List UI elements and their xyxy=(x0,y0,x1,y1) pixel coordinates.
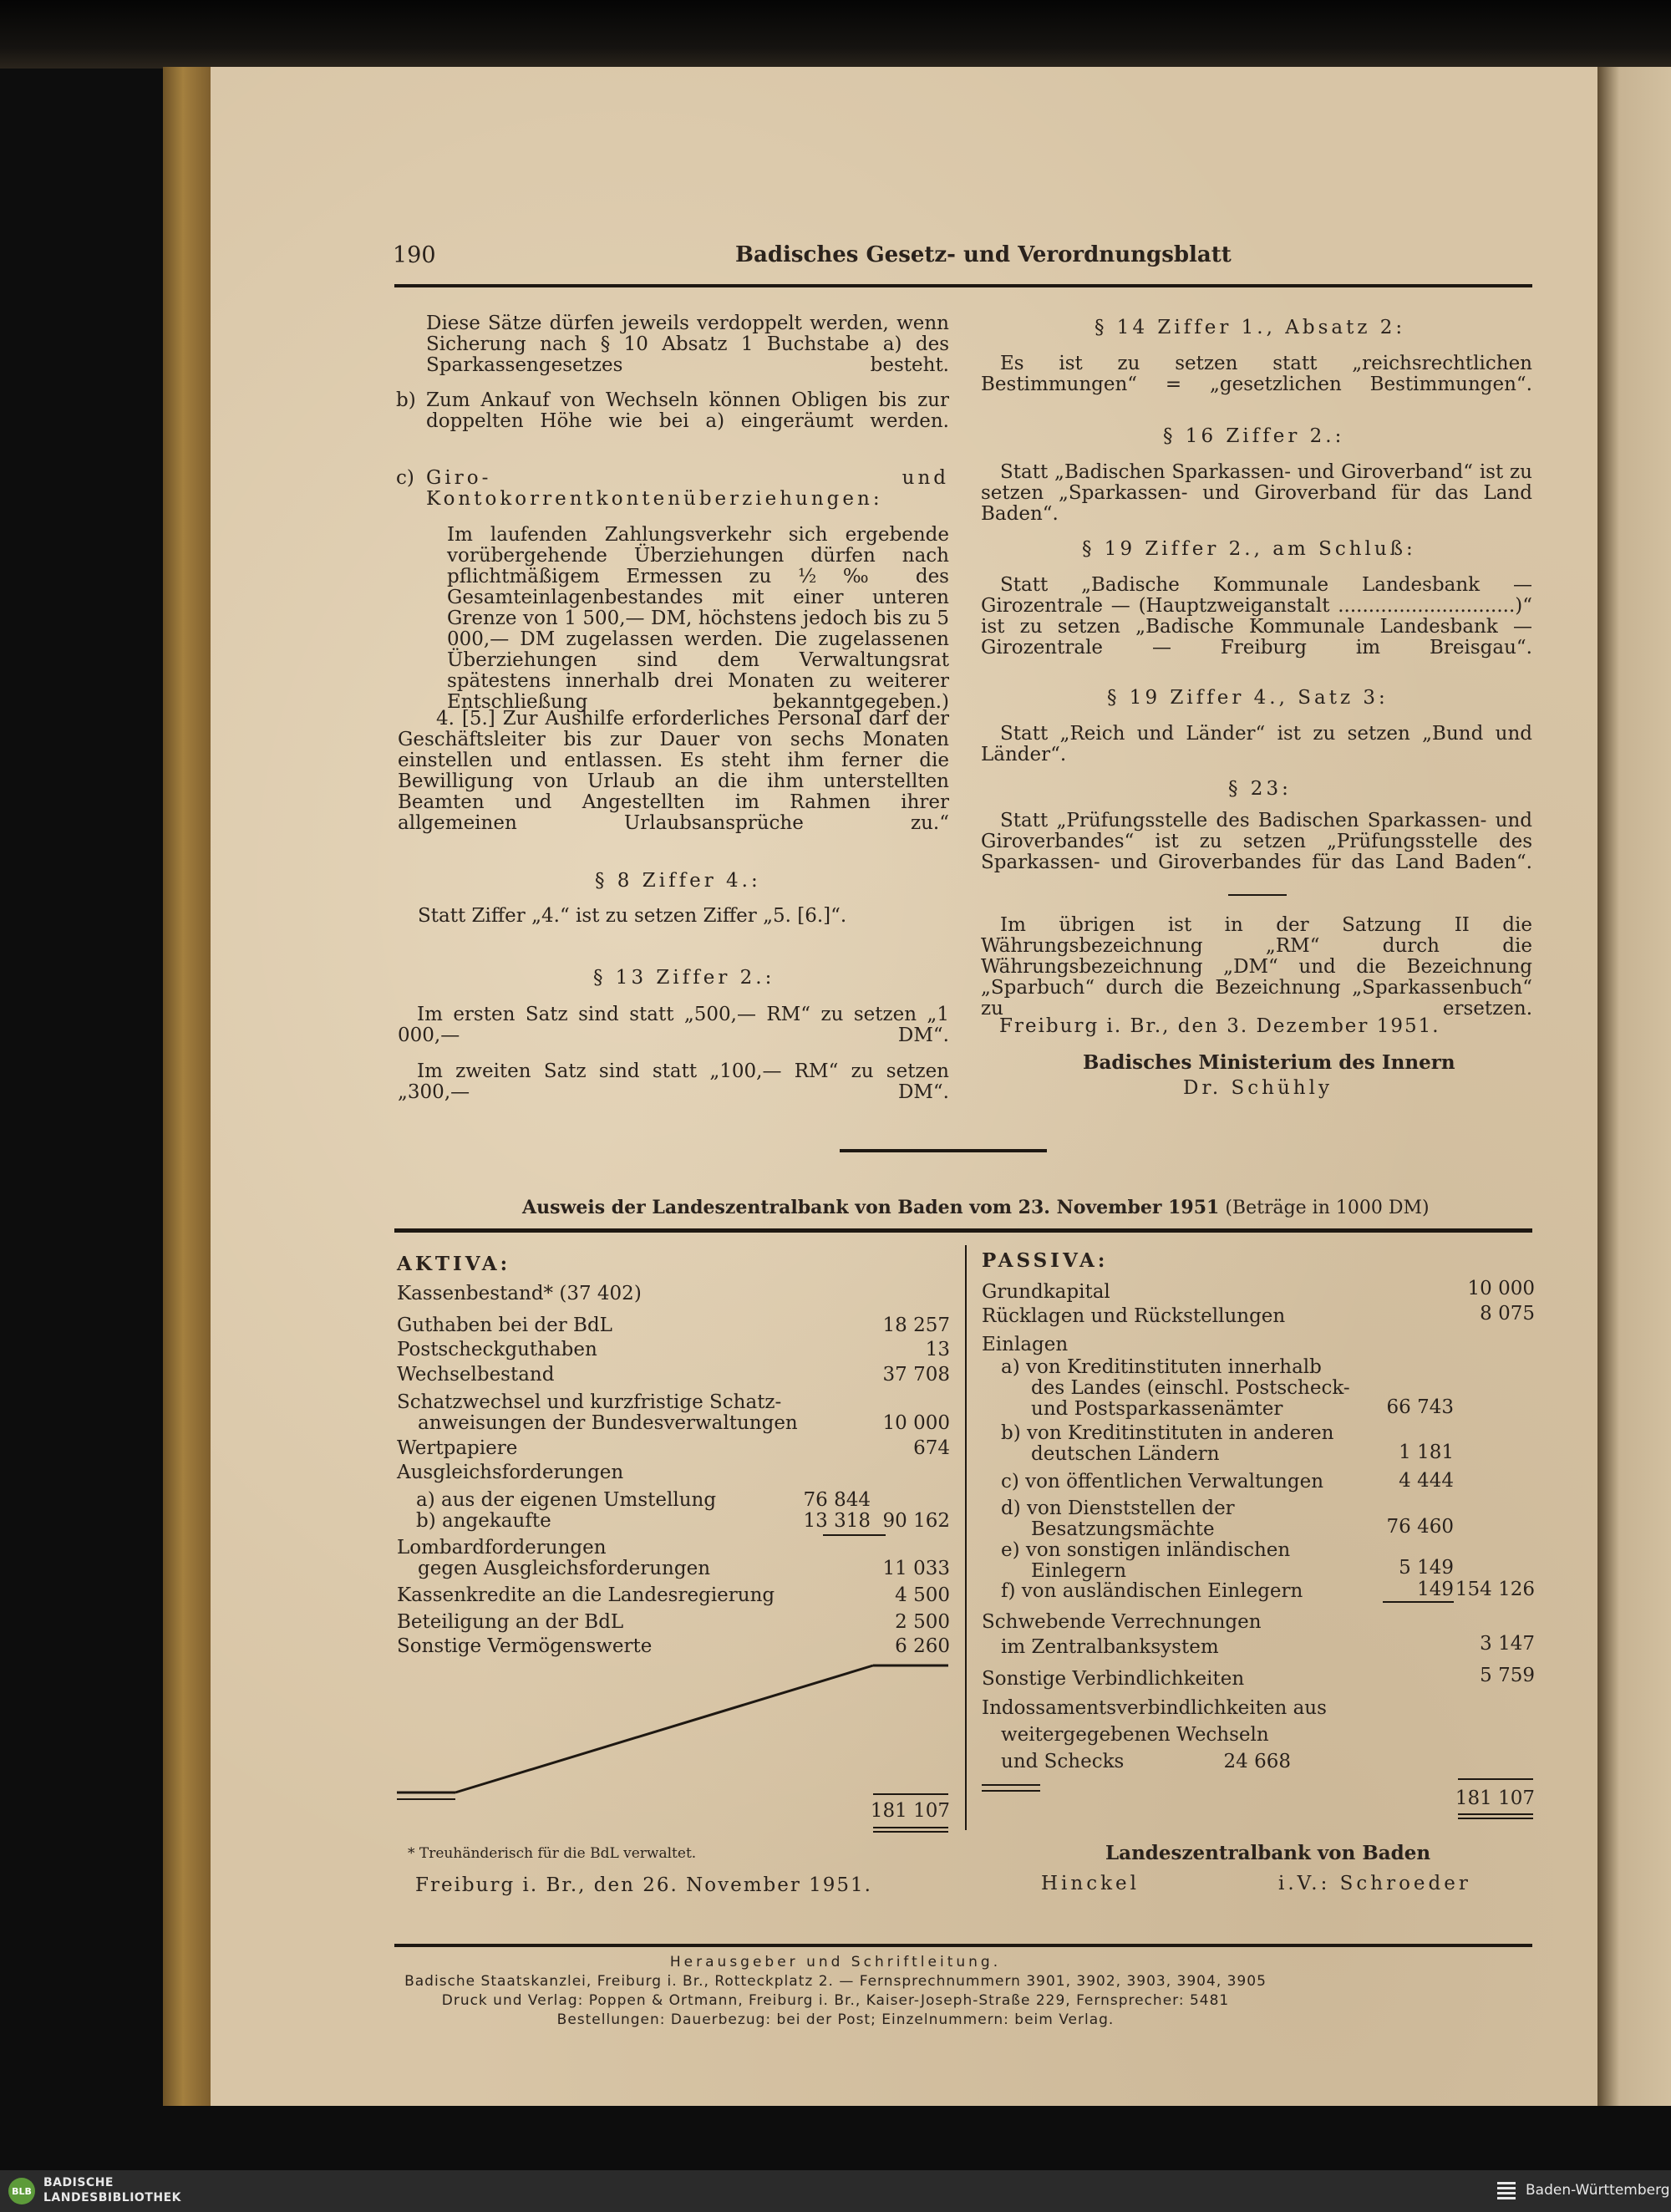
blb-name-line-1: BADISCHE xyxy=(43,2176,114,2189)
aktiva-kassenkredite-label: Kassenkredite an die Landesregierung xyxy=(397,1584,775,1606)
passiva-a-value: 66 743 xyxy=(1386,1396,1454,1418)
paragraph-s19b: Statt „Reich und Länder“ ist zu setzen „Bund und Länder“. xyxy=(981,723,1532,765)
paragraph-uebrigen: Im übrigen ist in der Satzung II die Währungsbezeichnung „RM“ durch die Währungsbezeichnung „DM“ und die Bezeichnung „Sparbuch“ durch die Bezeichnung „Sparkassenbuch“ zu ersetzen. xyxy=(981,914,1532,1020)
item-b-text: Zum Ankauf von Wechseln können Obligen bis zur doppelten Höhe wie bei a) eingeräumt werden. xyxy=(426,389,949,432)
ministry-signer: Dr. Schühly xyxy=(1183,1077,1333,1099)
header-rule xyxy=(394,284,1532,287)
ministry-name: Badisches Ministerium des Innern xyxy=(1083,1051,1455,1074)
aktiva-schatz-value: 10 000 xyxy=(882,1412,950,1434)
passiva-f-value: 149 xyxy=(1417,1579,1454,1600)
aktiva-wechsel-value: 37 708 xyxy=(882,1364,950,1386)
passiva-einlagen-total: 154 126 xyxy=(1455,1579,1535,1600)
aktiva-guthaben-value: 18 257 xyxy=(882,1314,950,1336)
item-b-label: b) xyxy=(396,389,416,411)
paragraph-s14: Es ist zu setzen statt „reichsrechtlichen Bestimmungen“ = „gesetzlichen Bestimmungen“. xyxy=(981,353,1532,395)
paragraph-s16: Statt „Badischen Sparkassen- und Giroverband“ ist zu setzen „Sparkassen- und Giroverband für das Land Baden“. xyxy=(981,461,1532,525)
aktiva-lombard-label-2: gegen Ausgleichsforderungen xyxy=(418,1558,711,1579)
passiva-total-rule-1 xyxy=(1458,1813,1533,1815)
aktiva-beteiligung-value: 2 500 xyxy=(895,1611,950,1633)
aktiva-ausgleich-total: 90 162 xyxy=(882,1510,950,1532)
aktiva-lombard-label-1: Lombardforderungen xyxy=(397,1537,607,1559)
imprint-line-1: Herausgeber und Schriftleitung. xyxy=(669,1954,1002,1970)
blb-library-name[interactable] xyxy=(43,2175,181,2205)
heading-s19b: § 19 Ziffer 4., Satz 3: xyxy=(1107,687,1389,709)
imprint-line-2: Badische Staatskanzlei, Freiburg i. Br., Rotteckplatz 2. — Fernsprechnummern 3901, 3902, 3903, 3904, 3905 xyxy=(404,1973,1267,1990)
item-c-heading: Giro- und Kontokorrentkontenüberziehungen: xyxy=(426,467,949,510)
passiva-indoss-label-3: und Schecks xyxy=(1001,1751,1125,1772)
passiva-b-value: 1 181 xyxy=(1399,1442,1454,1463)
section-separator xyxy=(840,1149,1047,1152)
passiva-e-label-1: e) von sonstigen inländischen xyxy=(1001,1539,1291,1561)
ausweis-title xyxy=(522,1197,1430,1218)
aktiva-ausgleich-a-value: 76 844 xyxy=(803,1489,871,1511)
aktiva-sonstige-label: Sonstige Vermögenswerte xyxy=(397,1635,653,1657)
bw-coat-of-arms-icon[interactable] xyxy=(1494,2179,1519,2204)
heading-s14: § 14 Ziffer 1., Absatz 2: xyxy=(1095,317,1406,338)
blb-name-line-2: LANDESBIBLIOTHEK xyxy=(43,2191,182,2204)
aktiva-ausgleich-b-label: b) angekaufte xyxy=(416,1510,551,1532)
next-page-edge xyxy=(1597,67,1671,2106)
aktiva-schatz-label-1: Schatzwechsel und kurzfristige Schatz- xyxy=(397,1391,782,1413)
passiva-a-label-2: des Landes (einschl. Postscheck- xyxy=(1031,1377,1350,1399)
passiva-sonstige-value: 5 759 xyxy=(1480,1665,1535,1686)
passiva-bottom-rule-left-1 xyxy=(982,1784,1040,1786)
passiva-indoss-label-1: Indossamentsverbindlichkeiten aus xyxy=(982,1697,1327,1719)
paragraph-s13b: Im zweiten Satz sind statt „100,— RM“ zu setzen „300,— DM“. xyxy=(398,1060,949,1103)
passiva-total: 181 107 xyxy=(1455,1787,1535,1809)
ausweis-top-rule xyxy=(394,1228,1532,1233)
paragraph-4: 4. [5.] Zur Aushilfe erforderliches Personal darf der Geschäftsleiter bis zur Dauer von sechs Monaten einstellen und entlassen. Es steht ihm ferner die Bewilligung von Urlaub an die ihm unterstellten Beamten und Angestellten im Rahmen ihrer allgemeinen Urlaubsansprüche zu.“ xyxy=(398,708,949,834)
item-c-text: Im laufenden Zahlungsverkehr sich ergebende vorübergehende Überziehungen dürfen nach pflichtmäßigem Ermessen zu ½ ‰ des Gesamteinlagenbestandes mit einer unteren Grenze von 1 500,— DM, höchstens jedoch bis zu 5 000,— DM zugelassen werden. Die zugelassenen Überziehungen sind dem Verwaltungsrat spätestens innerhalb drei Monaten zu weiterer Entschließung bekanntgegeben.) xyxy=(447,524,949,713)
ausweis-signer-2: i.V.: Schroeder xyxy=(1278,1873,1471,1894)
passiva-c-value: 4 444 xyxy=(1399,1470,1454,1492)
passiva-a-label-3: und Postsparkassenämter xyxy=(1031,1398,1283,1420)
passiva-sonstige-label: Sonstige Verbindlichkeiten xyxy=(982,1668,1245,1690)
passiva-heading: PASSIVA: xyxy=(982,1249,1109,1272)
aktiva-postscheck-label: Postscheckguthaben xyxy=(397,1339,597,1360)
aktiva-sonstige-value: 6 260 xyxy=(895,1635,950,1657)
ausweis-bank-name: Landeszentralbank von Baden xyxy=(1105,1842,1431,1864)
aktiva-beteiligung-label: Beteiligung an der BdL xyxy=(397,1611,624,1633)
aktiva-ausgleich-a-label: a) aus der eigenen Umstellung xyxy=(416,1489,717,1511)
aktiva-heading: AKTIVA: xyxy=(397,1253,511,1275)
aktiva-schatz-label-2: anweisungen der Bundesverwaltungen xyxy=(418,1412,798,1434)
aktiva-guthaben-label: Guthaben bei der BdL xyxy=(397,1314,612,1336)
section-divider xyxy=(1228,894,1287,896)
blb-logo-icon[interactable]: BLB xyxy=(8,2178,35,2204)
ausweis-title-main: Ausweis der Landeszentralbank von Baden vom 23. November 1951 xyxy=(522,1197,1220,1218)
paragraph-s19a: Statt „Badische Kommunale Landesbank — Girozentrale — (Hauptzweiganstalt .............................)“ ist zu setzen „Badische Kommunale Landesbank — Girozentrale — Freiburg im Breisgau“. xyxy=(981,574,1532,659)
ausweis-column-divider xyxy=(965,1245,967,1830)
ausweis-signer-1: Hinckel xyxy=(1041,1873,1140,1894)
decree-date: Freiburg i. Br., den 3. Dezember 1951. xyxy=(999,1015,1440,1037)
passiva-d-label-2: Besatzungsmächte xyxy=(1031,1518,1215,1540)
paragraph-s13a: Im ersten Satz sind statt „500,— RM“ zu setzen „1 000,— DM“. xyxy=(398,1004,949,1046)
heading-s16: § 16 Ziffer 2.: xyxy=(1163,425,1345,447)
imprint-line-4: Bestellungen: Dauerbezug: bei der Post; Einzelnummern: beim Verlag. xyxy=(556,2011,1115,2028)
passiva-indoss-value: 24 668 xyxy=(1223,1751,1291,1772)
aktiva-total: 181 107 xyxy=(870,1800,950,1822)
heading-s19a: § 19 Ziffer 2., am Schluß: xyxy=(1082,538,1416,560)
viewer-bottom-bar xyxy=(0,2170,1671,2212)
passiva-ruecklagen-value: 8 075 xyxy=(1480,1303,1535,1325)
passiva-ruecklagen-label: Rücklagen und Rückstellungen xyxy=(982,1305,1286,1327)
heading-s13: § 13 Ziffer 2.: xyxy=(593,967,775,989)
passiva-grundkapital-label: Grundkapital xyxy=(982,1281,1110,1303)
aktiva-ausgleich-label: Ausgleichsforderungen xyxy=(397,1462,624,1483)
passiva-total-rule-2 xyxy=(1458,1818,1533,1819)
heading-s8: § 8 Ziffer 4.: xyxy=(595,870,761,892)
passiva-bottom-rule-left-2 xyxy=(982,1790,1040,1792)
page-number: 190 xyxy=(393,242,436,268)
aktiva-wechsel-label: Wechselbestand xyxy=(397,1364,555,1386)
book-spine xyxy=(163,67,213,2106)
item-c-label: c) xyxy=(396,467,414,489)
scan-top-strip xyxy=(0,0,1671,69)
imprint-line-3: Druck und Verlag: Poppen & Ortmann, Freiburg i. Br., Kaiser-Joseph-Straße 229, Fernsprecher: 5481 xyxy=(441,1992,1230,2009)
passiva-einlagen-label: Einlagen xyxy=(982,1334,1069,1355)
ausweis-date: Freiburg i. Br., den 26. November 1951. xyxy=(415,1874,872,1896)
passiva-subtotal-rule xyxy=(1383,1601,1454,1603)
paragraph-saetze: Diese Sätze dürfen jeweils verdoppelt werden, wenn Sicherung nach § 10 Absatz 1 Buchstabe a) des Sparkassengesetzes besteht. xyxy=(426,313,949,376)
aktiva-kassenkredite-value: 4 500 xyxy=(895,1584,950,1606)
passiva-indoss-label-2: weitergegebenen Wechseln xyxy=(1001,1724,1269,1746)
passiva-e-label-2: Einlegern xyxy=(1031,1560,1127,1582)
aktiva-wertpapiere-value: 674 xyxy=(913,1437,950,1459)
passiva-schwebende-value: 3 147 xyxy=(1480,1633,1535,1655)
bw-label[interactable]: Baden-Württemberg xyxy=(1526,2182,1670,2199)
passiva-bottom-rule-right xyxy=(1458,1778,1533,1780)
aktiva-kassenbestand: Kassenbestand* (37 402) xyxy=(397,1283,642,1304)
passiva-grundkapital-value: 10 000 xyxy=(1467,1278,1535,1299)
passiva-schwebende-label-2: im Zentralbanksystem xyxy=(1001,1636,1219,1658)
paragraph-s8: Statt Ziffer „4.“ ist zu setzen Ziffer „5. [6.]“. xyxy=(418,905,847,927)
passiva-c-label: c) von öffentlichen Verwaltungen xyxy=(1001,1471,1324,1492)
passiva-schwebende-label-1: Schwebende Verrechnungen xyxy=(982,1611,1262,1633)
aktiva-lombard-value: 11 033 xyxy=(882,1558,950,1579)
aktiva-postscheck-value: 13 xyxy=(925,1339,950,1360)
passiva-f-label: f) von ausländischen Einlegern xyxy=(1001,1580,1303,1602)
aktiva-subtotal-rule xyxy=(823,1534,886,1536)
page-title: Badisches Gesetz- und Verordnungsblatt xyxy=(735,242,1232,267)
aktiva-footnote: * Treuhänderisch für die BdL verwaltet. xyxy=(408,1845,697,1862)
paragraph-s23: Statt „Prüfungsstelle des Badischen Sparkassen- und Giroverbandes“ ist zu setzen „Prüfungsstelle des Sparkassen- und Giroverbandes für das Land Baden“. xyxy=(981,810,1532,873)
passiva-e-value: 5 149 xyxy=(1399,1557,1454,1579)
passiva-a-label-1: a) von Kreditinstituten innerhalb xyxy=(1001,1356,1322,1378)
passiva-b-label-1: b) von Kreditinstituten in anderen xyxy=(1001,1422,1334,1444)
passiva-b-label-2: deutschen Ländern xyxy=(1031,1443,1220,1465)
heading-s23: § 23: xyxy=(1228,778,1292,800)
passiva-d-label-1: d) von Dienststellen der xyxy=(1001,1498,1235,1519)
ausweis-title-note: (Beträge in 1000 DM) xyxy=(1225,1198,1430,1218)
aktiva-ausgleich-b-value: 13 318 xyxy=(803,1510,871,1532)
imprint-rule xyxy=(394,1944,1532,1947)
aktiva-wertpapiere-label: Wertpapiere xyxy=(397,1437,518,1459)
passiva-d-value: 76 460 xyxy=(1386,1516,1454,1538)
